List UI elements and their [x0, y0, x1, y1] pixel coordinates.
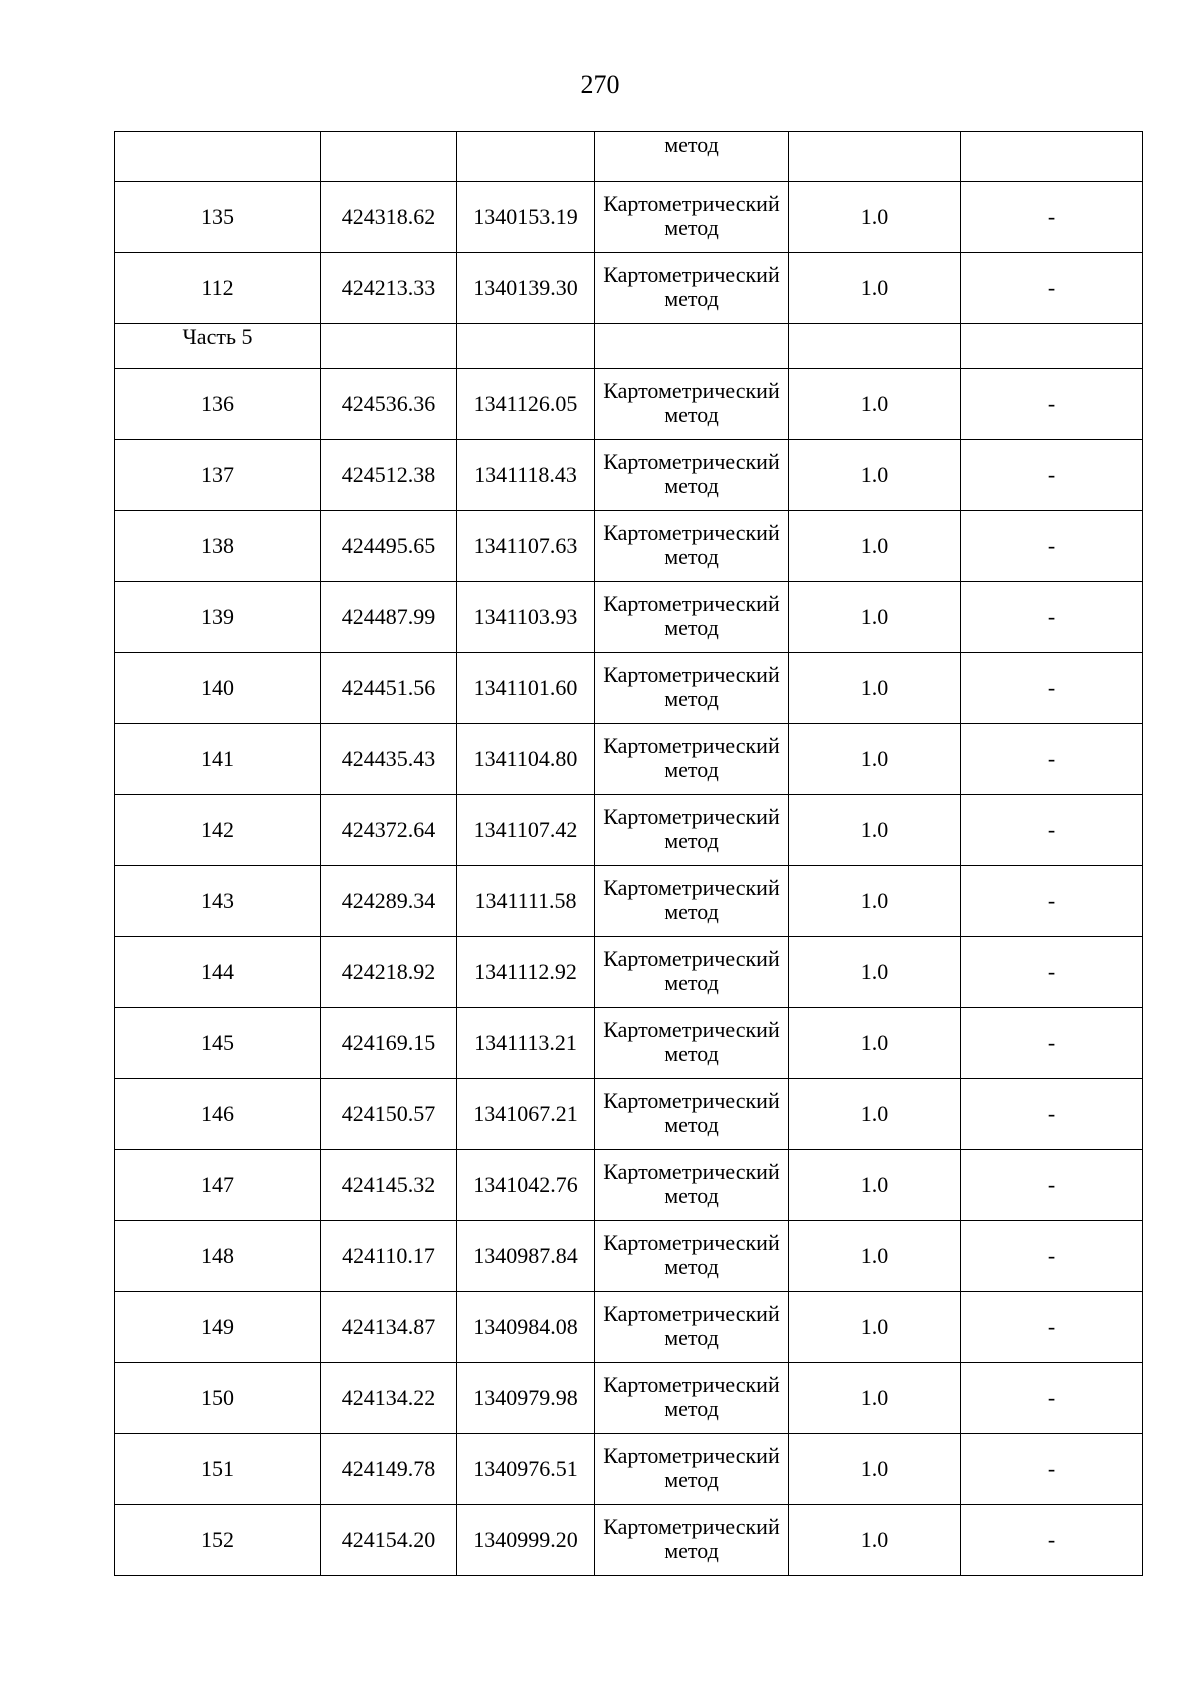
table-row [115, 369, 1143, 440]
accuracy-cell: 1.0 [789, 1434, 961, 1505]
point-number-cell: 145 [115, 1008, 321, 1079]
method-cell [595, 182, 789, 253]
table-row [115, 582, 1143, 653]
table-row [115, 1292, 1143, 1363]
table-body [115, 132, 1143, 1576]
accuracy-cell: 1.0 [789, 653, 961, 724]
method-line1: Картометрический [603, 1230, 780, 1255]
y-coordinate-cell: 1341118.43 [457, 440, 595, 511]
y-coordinate-cell: 1341107.42 [457, 795, 595, 866]
accuracy-cell: 1.0 [789, 369, 961, 440]
point-number-cell: 144 [115, 937, 321, 1008]
method-cell: метод [595, 132, 789, 182]
method-cell [595, 1008, 789, 1079]
method-line2: метод [664, 828, 719, 853]
method-line1: Картометрический [603, 733, 780, 758]
accuracy-cell: 1.0 [789, 182, 961, 253]
accuracy-cell: 1.0 [789, 1292, 961, 1363]
y-coordinate-cell: 1341103.93 [457, 582, 595, 653]
x-coordinate-cell: 424134.22 [321, 1363, 457, 1434]
y-coordinate-cell: 1341042.76 [457, 1150, 595, 1221]
method-line1: Картометрический [603, 1514, 780, 1539]
method-cell [595, 866, 789, 937]
accuracy-cell: 1.0 [789, 1150, 961, 1221]
accuracy-cell: 1.0 [789, 795, 961, 866]
point-number-cell: 149 [115, 1292, 321, 1363]
coordinates-table [114, 131, 1143, 1576]
note-cell: - [961, 511, 1143, 582]
note-cell: - [961, 1434, 1143, 1505]
method-cell [595, 253, 789, 324]
method-line2: метод [664, 402, 719, 427]
note-cell: - [961, 369, 1143, 440]
method-line1: Картометрический [603, 1088, 780, 1113]
y-coordinate-cell: 1341107.63 [457, 511, 595, 582]
table-row [115, 182, 1143, 253]
note-cell: - [961, 653, 1143, 724]
y-coordinate-cell: 1341113.21 [457, 1008, 595, 1079]
note-cell: - [961, 440, 1143, 511]
method-cell [595, 1150, 789, 1221]
method-line1: Картометрический [603, 804, 780, 829]
x-coordinate-cell: 424169.15 [321, 1008, 457, 1079]
point-number-cell: 148 [115, 1221, 321, 1292]
x-coordinate-cell: 424318.62 [321, 182, 457, 253]
note-cell: - [961, 1079, 1143, 1150]
point-number-cell: 146 [115, 1079, 321, 1150]
method-cell [595, 369, 789, 440]
y-coordinate-cell: 1340999.20 [457, 1505, 595, 1576]
y-coordinate-cell: 1341104.80 [457, 724, 595, 795]
method-line1: Картометрический [603, 1017, 780, 1042]
method-line1: Картометрический [603, 591, 780, 616]
note-cell: - [961, 795, 1143, 866]
method-line2: метод [664, 1041, 719, 1066]
method-cell [595, 653, 789, 724]
continuation-row [115, 132, 1143, 182]
method-line1: Картометрический [603, 1372, 780, 1397]
table-row [115, 1221, 1143, 1292]
method-line2: метод [664, 686, 719, 711]
note-cell: - [961, 1008, 1143, 1079]
method-cell [595, 1079, 789, 1150]
method-cell [595, 511, 789, 582]
y-coordinate-cell: 1341067.21 [457, 1079, 595, 1150]
y-coordinate-cell: 1340984.08 [457, 1292, 595, 1363]
y-coordinate-cell: 1340979.98 [457, 1363, 595, 1434]
table-row [115, 795, 1143, 866]
part-label: Часть 5 [115, 324, 321, 369]
point-number-cell: 143 [115, 866, 321, 937]
method-line1: Картометрический [603, 191, 780, 216]
point-number-cell: 135 [115, 182, 321, 253]
note-cell: - [961, 1292, 1143, 1363]
method-cell [595, 1505, 789, 1576]
point-number-cell: 112 [115, 253, 321, 324]
point-number-cell: 137 [115, 440, 321, 511]
table-row [115, 1505, 1143, 1576]
accuracy-cell: 1.0 [789, 1363, 961, 1434]
method-line1: Картометрический [603, 946, 780, 971]
method-line1: Картометрический [603, 520, 780, 545]
note-cell: - [961, 182, 1143, 253]
method-cell [595, 1221, 789, 1292]
x-coordinate-cell: 424150.57 [321, 1079, 457, 1150]
point-number-cell: 147 [115, 1150, 321, 1221]
accuracy-cell: 1.0 [789, 1079, 961, 1150]
method-cell [595, 582, 789, 653]
page-number: 270 [580, 70, 620, 99]
x-coordinate-cell: 424289.34 [321, 866, 457, 937]
method-line2: метод [664, 899, 719, 924]
x-coordinate-cell: 424213.33 [321, 253, 457, 324]
method-line2: метод [664, 615, 719, 640]
point-number-cell: 138 [115, 511, 321, 582]
method-cell [595, 937, 789, 1008]
method-line1: Картометрический [603, 1159, 780, 1184]
method-line2: метод [664, 970, 719, 995]
x-coordinate-cell: 424149.78 [321, 1434, 457, 1505]
x-coordinate-cell: 424495.65 [321, 511, 457, 582]
x-coordinate-cell: 424134.87 [321, 1292, 457, 1363]
method-line1: Картометрический [603, 1443, 780, 1468]
point-number-cell: 152 [115, 1505, 321, 1576]
note-cell: - [961, 582, 1143, 653]
x-coordinate-cell: 424536.36 [321, 369, 457, 440]
method-cell [595, 724, 789, 795]
table-row [115, 1008, 1143, 1079]
table-row [115, 511, 1143, 582]
method-cell [595, 1292, 789, 1363]
point-number-cell: 151 [115, 1434, 321, 1505]
x-coordinate-cell: 424435.43 [321, 724, 457, 795]
note-cell: - [961, 1221, 1143, 1292]
method-line1: Картометрический [603, 449, 780, 474]
accuracy-cell: 1.0 [789, 1505, 961, 1576]
method-line2: метод [664, 544, 719, 569]
y-coordinate-cell: 1340153.19 [457, 182, 595, 253]
y-coordinate-cell: 1341112.92 [457, 937, 595, 1008]
x-coordinate-cell: 424487.99 [321, 582, 457, 653]
note-cell: - [961, 1150, 1143, 1221]
x-coordinate-cell: 424451.56 [321, 653, 457, 724]
table-row [115, 1434, 1143, 1505]
accuracy-cell: 1.0 [789, 1008, 961, 1079]
note-cell: - [961, 1363, 1143, 1434]
x-coordinate-cell: 424218.92 [321, 937, 457, 1008]
part-row [115, 324, 1143, 369]
method-line2: метод [664, 1254, 719, 1279]
method-line2: метод [664, 473, 719, 498]
table-row [115, 1079, 1143, 1150]
method-line2: метод [664, 215, 719, 240]
y-coordinate-cell: 1341111.58 [457, 866, 595, 937]
y-coordinate-cell: 1341101.60 [457, 653, 595, 724]
method-cell [595, 440, 789, 511]
point-number-cell: 141 [115, 724, 321, 795]
method-line2: метод [664, 1538, 719, 1563]
accuracy-cell: 1.0 [789, 511, 961, 582]
method-line2: метод [664, 1396, 719, 1421]
x-coordinate-cell: 424512.38 [321, 440, 457, 511]
accuracy-cell: 1.0 [789, 866, 961, 937]
accuracy-cell: 1.0 [789, 440, 961, 511]
method-line1: Картометрический [603, 378, 780, 403]
accuracy-cell: 1.0 [789, 937, 961, 1008]
note-cell: - [961, 937, 1143, 1008]
method-line2: метод [664, 757, 719, 782]
method-line2: метод [664, 1183, 719, 1208]
point-number-cell: 150 [115, 1363, 321, 1434]
method-line1: Картометрический [603, 662, 780, 687]
note-cell: - [961, 866, 1143, 937]
point-number-cell: 142 [115, 795, 321, 866]
x-coordinate-cell: 424110.17 [321, 1221, 457, 1292]
method-cell [595, 1363, 789, 1434]
method-line1: Картометрический [603, 875, 780, 900]
y-coordinate-cell: 1340139.30 [457, 253, 595, 324]
accuracy-cell: 1.0 [789, 1221, 961, 1292]
table-row [115, 440, 1143, 511]
method-line2: метод [664, 1467, 719, 1492]
note-cell: - [961, 253, 1143, 324]
method-line1: Картометрический [603, 262, 780, 287]
accuracy-cell: 1.0 [789, 253, 961, 324]
table-row [115, 1363, 1143, 1434]
method-line2: метод [664, 1112, 719, 1137]
table-row [115, 724, 1143, 795]
method-line1: Картометрический [603, 1301, 780, 1326]
table-row [115, 937, 1143, 1008]
x-coordinate-cell: 424154.20 [321, 1505, 457, 1576]
point-number-cell: 139 [115, 582, 321, 653]
y-coordinate-cell: 1340976.51 [457, 1434, 595, 1505]
point-number-cell: 140 [115, 653, 321, 724]
method-line2: метод [664, 1325, 719, 1350]
point-number-cell: 136 [115, 369, 321, 440]
y-coordinate-cell: 1340987.84 [457, 1221, 595, 1292]
method-cell [595, 795, 789, 866]
table-row [115, 653, 1143, 724]
table-row [115, 866, 1143, 937]
note-cell: - [961, 1505, 1143, 1576]
method-cell [595, 1434, 789, 1505]
x-coordinate-cell: 424372.64 [321, 795, 457, 866]
table-row [115, 1150, 1143, 1221]
accuracy-cell: 1.0 [789, 724, 961, 795]
note-cell: - [961, 724, 1143, 795]
method-line2: метод [664, 286, 719, 311]
table-row [115, 253, 1143, 324]
accuracy-cell: 1.0 [789, 582, 961, 653]
y-coordinate-cell: 1341126.05 [457, 369, 595, 440]
x-coordinate-cell: 424145.32 [321, 1150, 457, 1221]
